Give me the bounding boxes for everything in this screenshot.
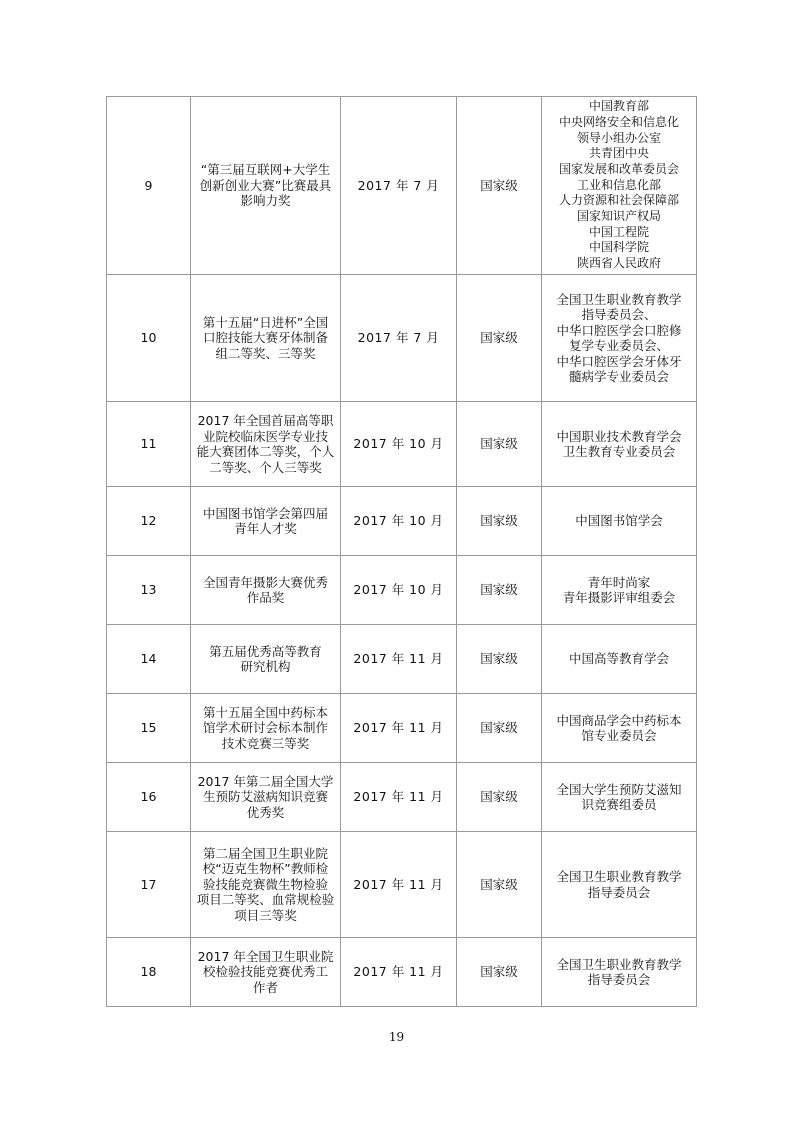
- org-line: 中国科学院: [588, 240, 649, 255]
- org-line: 卫生教育专业委员会: [562, 444, 676, 459]
- issuing-organization: [542, 556, 697, 625]
- row-number: 15: [107, 694, 191, 763]
- award-name: [191, 97, 341, 275]
- org-line: 领导小组办公室: [576, 130, 661, 145]
- org-line: 复学专业委员会、: [568, 338, 669, 353]
- award-level: 国家级: [457, 763, 542, 832]
- award-name: [191, 763, 341, 832]
- name-line: 项目二等奖、血常规检验: [196, 892, 335, 908]
- award-date: 2017 年 11 月: [341, 763, 457, 832]
- name-line: 中国图书馆学会第四届: [202, 505, 328, 521]
- org-line: 中华口腔医学会牙体牙: [556, 353, 682, 369]
- issuing-organization: [542, 763, 697, 832]
- name-line: 作者: [252, 979, 278, 995]
- row-number: 16: [107, 763, 191, 832]
- award-level: 国家级: [457, 275, 542, 402]
- name-line: 第十五届全国中药标本: [202, 704, 328, 720]
- award-level: 国家级: [457, 938, 542, 1007]
- name-line: 全国青年摄影大赛优秀: [202, 574, 328, 590]
- name-line: 能大赛团体二等奖，个人: [196, 444, 335, 459]
- org-line: 陕西省人民政府: [576, 256, 661, 271]
- org-line: 指导委员会: [587, 884, 651, 900]
- table-row: [107, 694, 697, 763]
- issuing-organization: [542, 275, 697, 402]
- award-date: 2017 年 7 月: [341, 97, 457, 275]
- table-row: [107, 556, 697, 625]
- name-line: 第五届优秀高等教育: [209, 643, 322, 659]
- org-line: 中国工程院: [588, 224, 649, 239]
- name-line: 2017 年第二届全国大学: [197, 773, 334, 789]
- org-line: 中国教育部: [588, 99, 649, 114]
- issuing-organization: [542, 938, 697, 1007]
- name-line: 业院校临床医学专业技: [202, 428, 328, 444]
- name-line: 组二等奖、三等奖: [215, 345, 316, 361]
- org-line: 全国卫生职业教育教学: [556, 956, 682, 972]
- award-name: [191, 275, 341, 402]
- issuing-organization: [542, 694, 697, 763]
- org-line: 识竞赛组委员: [581, 797, 657, 812]
- row-number: 11: [107, 402, 191, 487]
- page-number: 19: [388, 1030, 405, 1044]
- name-line: 研究机构: [240, 659, 291, 674]
- award-date: 2017 年 11 月: [341, 694, 457, 763]
- issuing-organization: [542, 832, 697, 938]
- row-number: 12: [107, 487, 191, 556]
- org-line: 共青团中央: [588, 146, 649, 161]
- name-line: 馆学术研讨会标本制作: [202, 720, 328, 736]
- table-row: [107, 402, 697, 487]
- name-line: 校检验技能竞赛优秀工: [202, 964, 328, 980]
- award-level: 国家级: [457, 694, 542, 763]
- org-line: 中央网络安全和信息化: [558, 114, 679, 129]
- table-row: [107, 97, 697, 275]
- award-date: 2017 年 7 月: [341, 275, 457, 402]
- award-name: [191, 625, 341, 694]
- org-line: 中国商品学会中药标本: [556, 712, 682, 728]
- name-line: “第三届互联网+大学生: [200, 162, 331, 178]
- name-line: 第十五届“日进杯”全国: [202, 314, 329, 330]
- org-line: 馆专业委员会: [581, 728, 657, 743]
- award-name: [191, 832, 341, 938]
- table-row: [107, 487, 697, 556]
- award-name: [191, 556, 341, 625]
- award-level: 国家级: [457, 97, 542, 275]
- issuing-organization: [542, 625, 697, 694]
- row-number: 14: [107, 625, 191, 694]
- org-line: 中华口腔医学会口腔修: [556, 322, 682, 338]
- table-row: [107, 275, 697, 402]
- award-date: 2017 年 11 月: [341, 938, 457, 1007]
- org-line: 全国卫生职业教育教学: [556, 869, 682, 884]
- row-number: 9: [107, 97, 191, 275]
- issuing-organization: [542, 402, 697, 487]
- org-line: 中国职业技术教育学会: [556, 428, 682, 444]
- name-line: 作品奖: [246, 590, 285, 605]
- name-line: 影响力奖: [240, 193, 291, 209]
- row-number: 17: [107, 832, 191, 938]
- org-line: 人力资源和社会保障部: [558, 193, 679, 208]
- name-line: 技术竞赛三等奖: [221, 735, 310, 751]
- org-line: 国家发展和改革委员会: [558, 161, 679, 176]
- award-level: 国家级: [457, 402, 542, 487]
- issuing-organization: [542, 487, 697, 556]
- org-line: 指导委员会: [587, 972, 651, 987]
- award-date: 2017 年 10 月: [341, 487, 457, 556]
- name-line: 口腔技能大赛牙体制备: [202, 330, 328, 346]
- name-line: 创新创业大赛”比赛最具: [199, 177, 332, 193]
- org-line: 工业和信息化部: [576, 177, 661, 192]
- name-line: 青年人才奖: [234, 521, 297, 536]
- org-line: 中国图书馆学会: [575, 513, 663, 529]
- award-date: 2017 年 11 月: [341, 832, 457, 938]
- table-row: [107, 832, 697, 938]
- org-line: 指导委员会、: [581, 307, 657, 322]
- org-line: 青年时尚家: [587, 574, 651, 590]
- name-line: 生预防艾滋病知识竞赛: [202, 789, 328, 805]
- org-line: 全国大学生预防艾滋知: [556, 781, 682, 797]
- org-line: 青年摄影评审组委会: [562, 590, 676, 605]
- name-line: 2017 年全国首届高等职: [197, 413, 334, 428]
- row-number: 18: [107, 938, 191, 1007]
- org-line: 髓病学专业委员会: [568, 369, 669, 384]
- name-line: 2017 年全国卫生职业院: [197, 948, 334, 964]
- issuing-organization: [542, 97, 697, 275]
- awards-table-body: [107, 97, 697, 1007]
- row-number: 10: [107, 275, 191, 402]
- row-number: 13: [107, 556, 191, 625]
- org-line: 中国高等教育学会: [568, 651, 669, 667]
- awards-table: [106, 96, 697, 1007]
- name-line: 优秀奖: [246, 804, 285, 820]
- award-name: [191, 694, 341, 763]
- name-line: 验技能竞赛微生物检验: [202, 876, 328, 892]
- name-line: 二等奖、个人三等奖: [209, 459, 322, 475]
- org-line: 国家知识产权局: [576, 209, 661, 224]
- award-date: 2017 年 10 月: [341, 556, 457, 625]
- name-line: 第二届全国卫生职业院: [202, 845, 328, 861]
- table-row: [107, 763, 697, 832]
- award-level: 国家级: [457, 487, 542, 556]
- name-line: 校“迈克生物杯”教师检: [202, 861, 329, 877]
- award-name: [191, 938, 341, 1007]
- award-level: 国家级: [457, 556, 542, 625]
- award-name: [191, 402, 341, 487]
- table-row: [107, 938, 697, 1007]
- award-date: 2017 年 11 月: [341, 625, 457, 694]
- award-date: 2017 年 10 月: [341, 402, 457, 487]
- award-level: 国家级: [457, 625, 542, 694]
- award-name: [191, 487, 341, 556]
- table-row: [107, 625, 697, 694]
- org-line: 全国卫生职业教育教学: [556, 291, 682, 307]
- name-line: 项目三等奖: [234, 907, 297, 923]
- award-level: 国家级: [457, 832, 542, 938]
